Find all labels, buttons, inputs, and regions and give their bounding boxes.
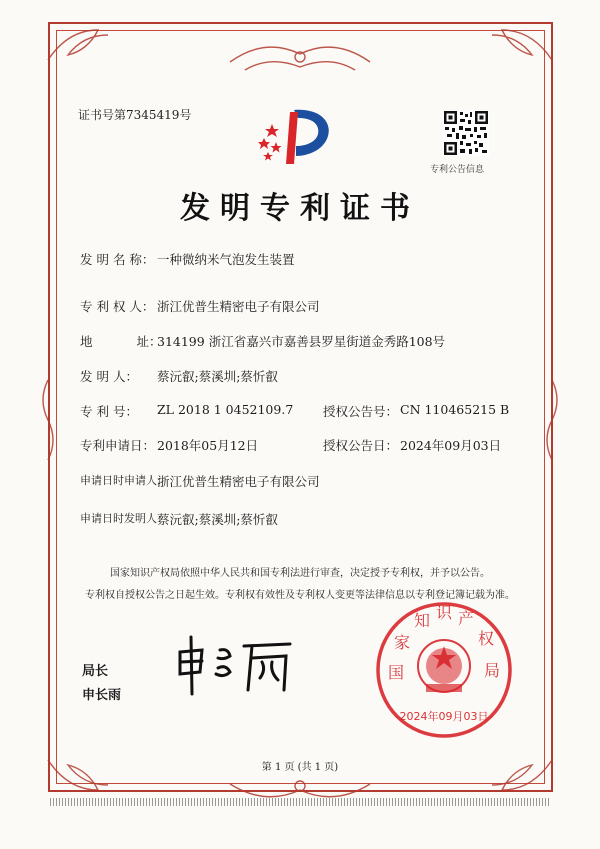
invention-name: 一种微纳米气泡发生装置 <box>157 252 295 267</box>
address: 314199 浙江省嘉兴市嘉善县罗星街道金秀路108号 <box>157 334 446 349</box>
official-seal-icon <box>374 600 514 740</box>
svg-text:识: 识 <box>436 603 453 622</box>
grant-notice-line-1: 国家知识产权局依照中华人民共和国专利法进行审查，决定授予专利权，并予以公告。 <box>110 568 490 579</box>
patent-number-label: 专 利 号： <box>80 404 138 419</box>
applicant-label: 申请日时申请人： <box>80 474 168 487</box>
page-number: 第 1 页 (共 1 页) <box>261 762 339 773</box>
inventor-label: 发 明 人： <box>80 369 138 384</box>
svg-text:产: 产 <box>458 609 475 628</box>
inventor: 蔡沅叡;蔡溪圳;蔡忻叡 <box>157 369 278 384</box>
applicant-inventor-label: 申请日时发明人： <box>80 512 168 525</box>
qr-caption: 专利公告信息 <box>430 165 485 175</box>
bottom-barcode <box>50 798 550 806</box>
grant-date: 2024年09月03日 <box>400 438 502 453</box>
qr-code-icon[interactable] <box>443 110 489 156</box>
signature-icon <box>172 632 302 702</box>
certificate-number: 证书号第7345419号 <box>78 108 192 122</box>
certificate-title: 发明专利证书 <box>180 191 420 226</box>
grant-number: CN 110465215 B <box>400 402 510 417</box>
applicant-inventor: 蔡沅叡;蔡溪圳;蔡忻叡 <box>157 512 278 527</box>
grant-date-label: 授权公告日： <box>323 438 399 453</box>
filing-date: 2018年05月12日 <box>157 438 259 453</box>
invention-name-label: 发 明 名 称： <box>80 252 155 267</box>
grant-number-label: 授权公告号： <box>323 404 399 419</box>
director-title: 局长 <box>82 664 109 679</box>
svg-text:国: 国 <box>388 663 405 682</box>
svg-text:局: 局 <box>484 661 501 680</box>
seal-date: 2024年09月03日 <box>399 710 489 723</box>
patentee: 浙江优普生精密电子有限公司 <box>157 299 320 314</box>
director-name: 申长雨 <box>82 688 122 703</box>
applicant: 浙江优普生精密电子有限公司 <box>157 474 320 489</box>
grant-notice-line-2: 专利权自授权公告之日起生效。专利权有效性及专利权人变更等法律信息以专利登记簿记载为准。 <box>85 590 515 601</box>
filing-date-label: 专利申请日： <box>80 438 156 453</box>
patentee-label: 专 利 权 人： <box>80 299 155 314</box>
svg-text:权: 权 <box>478 629 495 648</box>
cnipa-logo-icon <box>250 104 340 168</box>
svg-text:知: 知 <box>414 611 431 630</box>
svg-text:家: 家 <box>394 633 411 652</box>
address-label: 地 址： <box>80 334 162 349</box>
patent-number: ZL 2018 1 0452109.7 <box>157 402 294 417</box>
